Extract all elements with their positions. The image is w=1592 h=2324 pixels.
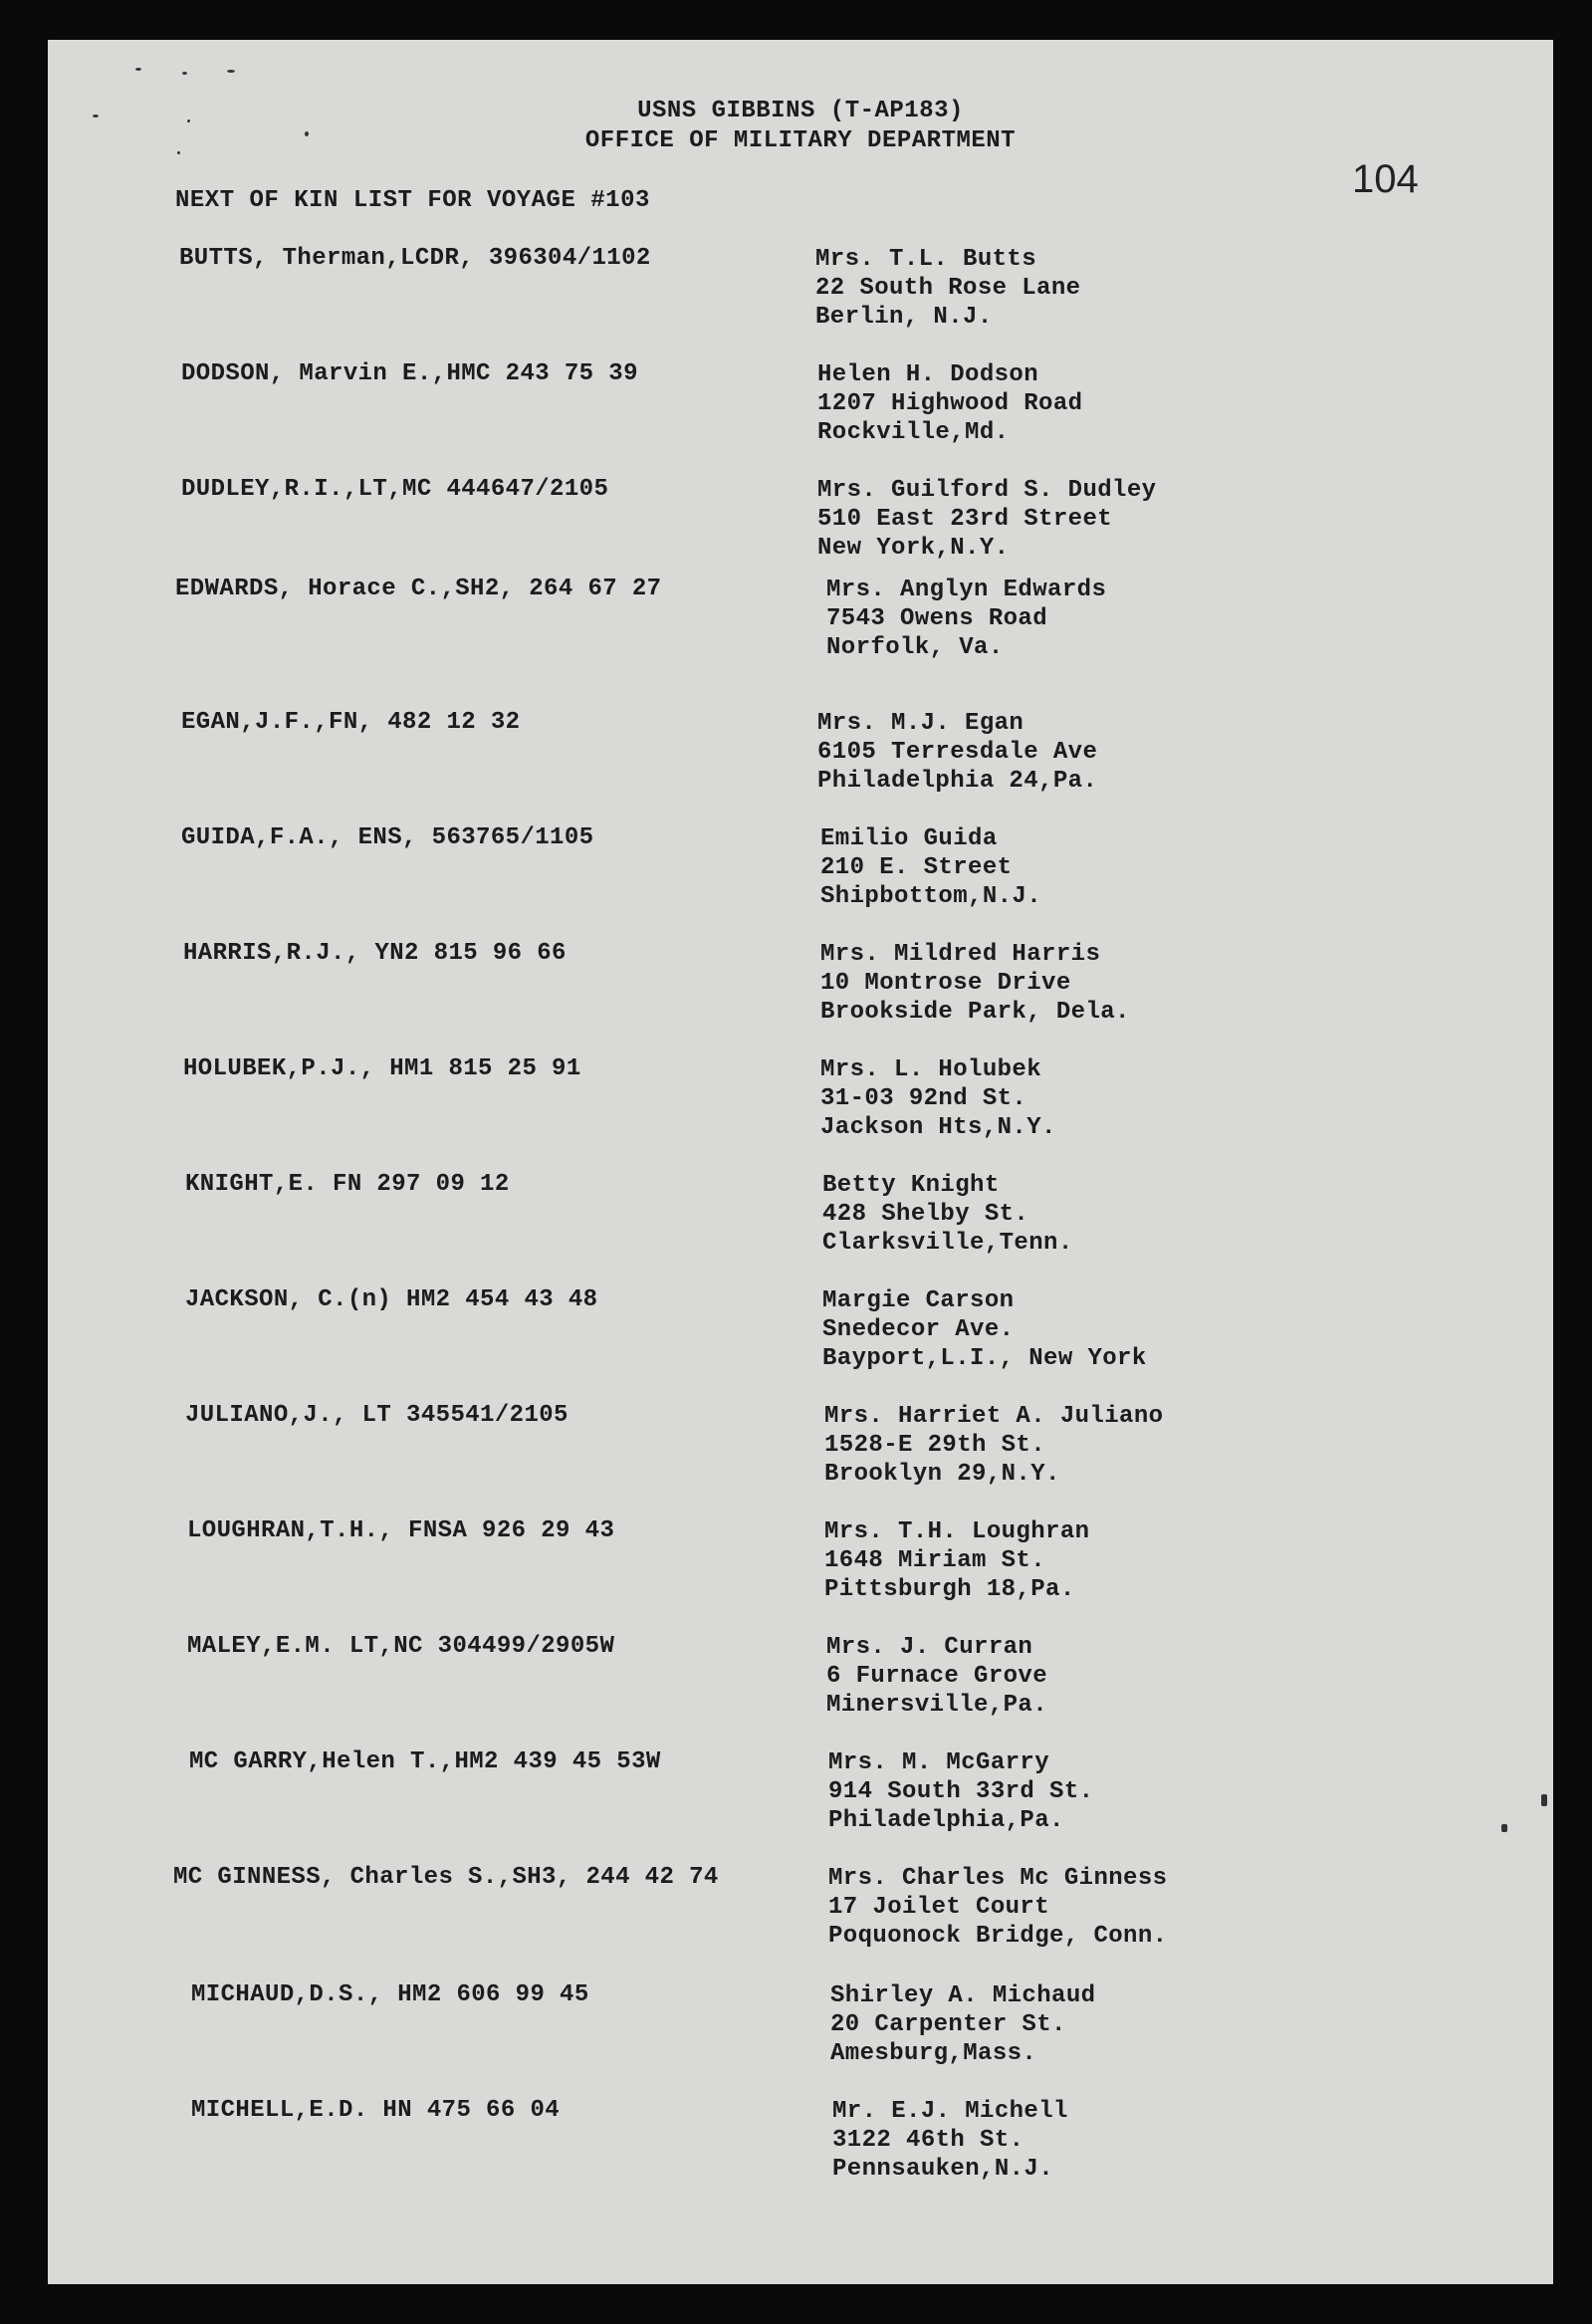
service-member: MC GARRY,Helen T.,HM2 439 45 53W	[189, 1748, 661, 1775]
kin-street: 10 Montrose Drive	[820, 970, 1071, 997]
next-of-kin-address	[817, 476, 1156, 563]
next-of-kin-address	[824, 1517, 1089, 1604]
next-of-kin-address	[820, 824, 1041, 911]
next-of-kin-address	[815, 245, 1080, 332]
list-title: NEXT OF KIN LIST FOR VOYAGE #103	[175, 187, 650, 214]
service-member: HOLUBEK,P.J., HM1 815 25 91	[183, 1055, 581, 1082]
kin-city: Philadelphia,Pa.	[828, 1807, 1064, 1834]
kin-city: Brooklyn 29,N.Y.	[824, 1461, 1060, 1488]
list-item	[48, 245, 1553, 345]
kin-street: 1648 Miriam St.	[824, 1547, 1046, 1574]
list-item	[48, 1055, 1553, 1155]
service-member: EGAN,J.F.,FN, 482 12 32	[181, 709, 521, 736]
kin-name: Mrs. T.H. Loughran	[824, 1518, 1090, 1545]
service-member: JACKSON, C.(n) HM2 454 43 48	[185, 1286, 598, 1313]
next-of-kin-address	[828, 1748, 1093, 1835]
next-of-kin-list	[48, 40, 1553, 2284]
service-member: GUIDA,F.A., ENS, 563765/1105	[181, 824, 594, 851]
kin-street: 31-03 92nd St.	[820, 1085, 1027, 1112]
service-member: JULIANO,J., LT 345541/2105	[185, 1402, 569, 1429]
kin-name: Mrs. M. McGarry	[828, 1749, 1050, 1776]
kin-name: Mrs. Charles Mc Ginness	[828, 1865, 1168, 1892]
kin-name: Margie Carson	[822, 1287, 1015, 1314]
kin-name: Mrs. Guilford S. Dudley	[817, 477, 1157, 504]
kin-street: 20 Carpenter St.	[830, 2011, 1066, 2038]
list-item	[48, 824, 1553, 924]
service-member: EDWARDS, Horace C.,SH2, 264 67 27	[175, 576, 662, 602]
list-item	[48, 2097, 1553, 2197]
kin-city: Poquonock Bridge, Conn.	[828, 1923, 1168, 1950]
kin-city: Berlin, N.J.	[815, 304, 993, 331]
service-member: DUDLEY,R.I.,LT,MC 444647/2105	[181, 476, 609, 503]
list-item	[48, 576, 1553, 675]
list-item	[48, 360, 1553, 460]
next-of-kin-address	[822, 1171, 1073, 1258]
kin-street: 1207 Highwood Road	[817, 390, 1083, 417]
list-item	[48, 709, 1553, 809]
service-member: MC GINNESS, Charles S.,SH3, 244 42 74	[173, 1864, 719, 1891]
list-item	[48, 1981, 1553, 2081]
service-member: MICHELL,E.D. HN 475 66 04	[191, 2097, 561, 2124]
next-of-kin-address	[830, 1981, 1095, 2068]
next-of-kin-address	[826, 576, 1106, 662]
kin-city: New York,N.Y.	[817, 535, 1010, 562]
kin-city: Bayport,L.I., New York	[822, 1345, 1147, 1372]
kin-street: 210 E. Street	[820, 854, 1013, 881]
kin-name: Helen H. Dodson	[817, 361, 1039, 388]
kin-city: Clarksville,Tenn.	[822, 1230, 1073, 1257]
service-member: MICHAUD,D.S., HM2 606 99 45	[191, 1981, 589, 2008]
kin-city: Minersville,Pa.	[826, 1692, 1048, 1719]
next-of-kin-address	[824, 1402, 1163, 1489]
service-member: KNIGHT,E. FN 297 09 12	[185, 1171, 510, 1198]
kin-street: Snedecor Ave.	[822, 1316, 1015, 1343]
list-item	[48, 1517, 1553, 1617]
service-member: MALEY,E.M. LT,NC 304499/2905W	[187, 1633, 615, 1660]
next-of-kin-address	[828, 1864, 1167, 1951]
next-of-kin-address	[817, 709, 1097, 796]
list-item	[48, 1402, 1553, 1502]
kin-name: Mr. E.J. Michell	[832, 2098, 1068, 2125]
kin-name: Mrs. M.J. Egan	[817, 710, 1024, 737]
kin-city: Pittsburgh 18,Pa.	[824, 1576, 1075, 1603]
service-member: LOUGHRAN,T.H., FNSA 926 29 43	[187, 1517, 615, 1544]
kin-street: 6 Furnace Grove	[826, 1663, 1048, 1690]
kin-name: Shirley A. Michaud	[830, 1982, 1096, 2009]
kin-street: 428 Shelby St.	[822, 1201, 1029, 1228]
list-item	[48, 1171, 1553, 1271]
kin-city: Philadelphia 24,Pa.	[817, 768, 1098, 795]
service-member: BUTTS, Therman,LCDR, 396304/1102	[179, 245, 651, 272]
kin-street: 22 South Rose Lane	[815, 275, 1081, 302]
list-item	[48, 1864, 1553, 1964]
kin-name: Emilio Guida	[820, 825, 998, 852]
kin-street: 914 South 33rd St.	[828, 1778, 1094, 1805]
next-of-kin-address	[822, 1286, 1147, 1373]
list-item	[48, 476, 1553, 576]
list-item	[48, 1748, 1553, 1848]
list-item	[48, 940, 1553, 1040]
next-of-kin-address	[817, 360, 1082, 447]
kin-city: Jackson Hts,N.Y.	[820, 1114, 1056, 1141]
kin-name: Mrs. Mildred Harris	[820, 941, 1101, 968]
kin-name: Mrs. L. Holubek	[820, 1056, 1042, 1083]
kin-street: 1528-E 29th St.	[824, 1432, 1046, 1459]
kin-street: 17 Joilet Court	[828, 1894, 1050, 1921]
list-item	[48, 1633, 1553, 1733]
office-header: OFFICE OF MILITARY DEPARTMENT	[584, 127, 1017, 154]
kin-name: Mrs. J. Curran	[826, 1634, 1033, 1661]
kin-street: 3122 46th St.	[832, 2127, 1024, 2154]
kin-name: Mrs. Anglyn Edwards	[826, 577, 1107, 603]
kin-street: 6105 Terresdale Ave	[817, 739, 1098, 766]
kin-city: Brookside Park, Dela.	[820, 999, 1130, 1026]
document-page	[48, 40, 1553, 2284]
service-member: HARRIS,R.J., YN2 815 96 66	[183, 940, 567, 967]
kin-city: Rockville,Md.	[817, 419, 1010, 446]
kin-city: Norfolk, Va.	[826, 634, 1004, 661]
next-of-kin-address	[826, 1633, 1047, 1720]
next-of-kin-address	[820, 940, 1130, 1027]
kin-city: Amesburg,Mass.	[830, 2040, 1037, 2067]
kin-name: Betty Knight	[822, 1172, 1000, 1199]
kin-street: 510 East 23rd Street	[817, 506, 1113, 533]
kin-city: Pennsauken,N.J.	[832, 2156, 1054, 2183]
kin-name: Mrs. T.L. Butts	[815, 246, 1037, 273]
next-of-kin-address	[832, 2097, 1068, 2184]
service-member: DODSON, Marvin E.,HMC 243 75 39	[181, 360, 638, 387]
next-of-kin-address	[820, 1055, 1056, 1142]
list-item	[48, 1286, 1553, 1386]
kin-city: Shipbottom,N.J.	[820, 883, 1042, 910]
page-number: 104	[1352, 157, 1419, 201]
kin-name: Mrs. Harriet A. Juliano	[824, 1403, 1164, 1430]
ship-name-header: USNS GIBBINS (T-AP183)	[637, 98, 964, 124]
kin-street: 7543 Owens Road	[826, 605, 1048, 632]
